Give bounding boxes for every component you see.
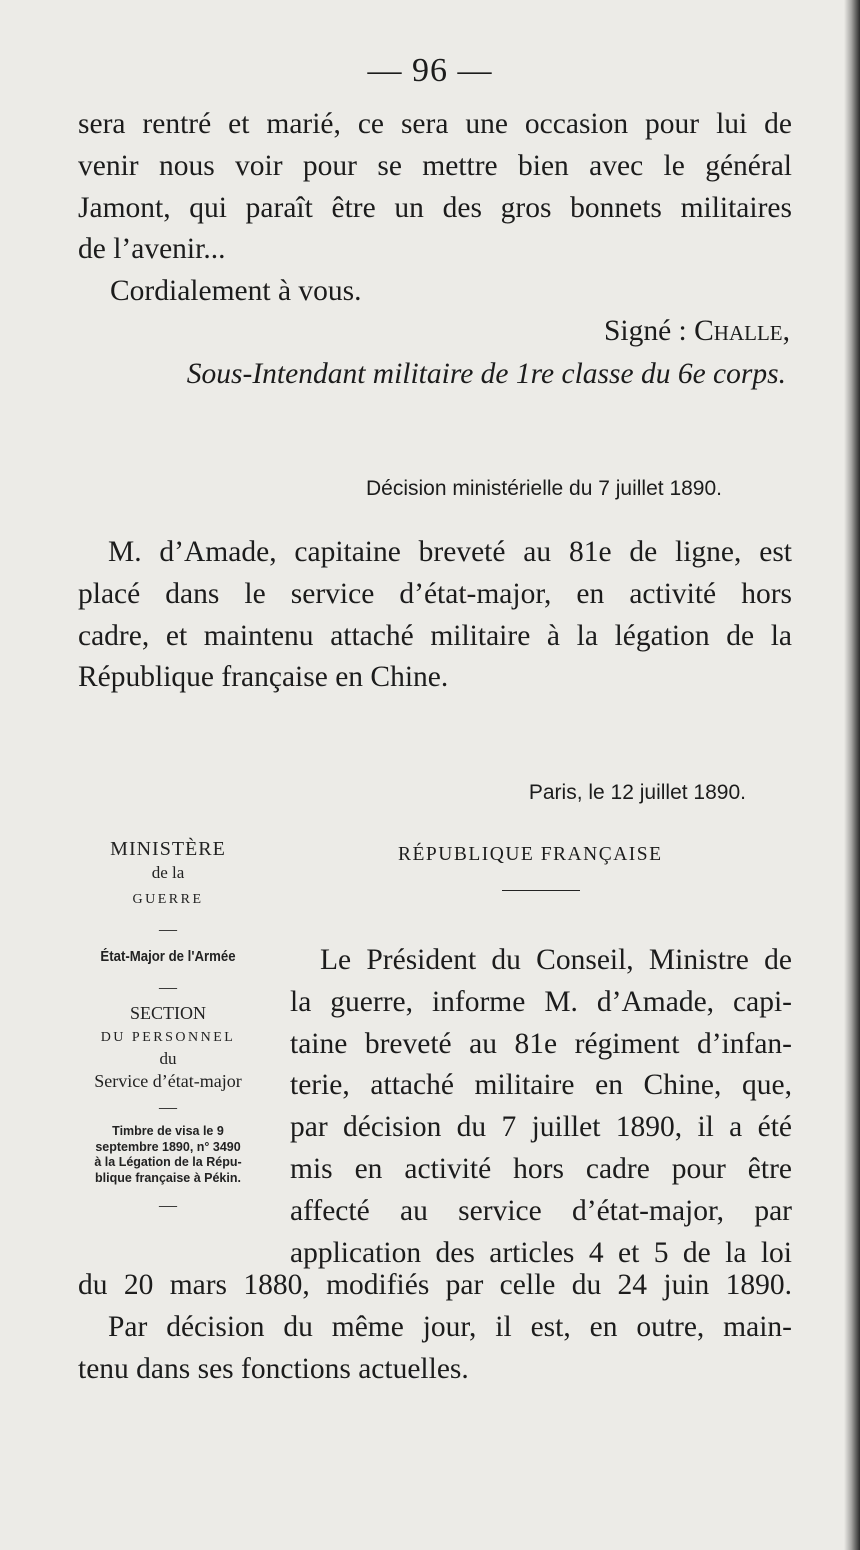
du-label: du	[159, 1049, 177, 1068]
text-line: la guerre, informe M. d’Amade, capi-	[290, 985, 792, 1018]
text-line: Jamont, qui paraît être un des gros bonnets militaires	[78, 191, 792, 224]
republic-heading: RÉPUBLIQUE FRANÇAISE	[398, 844, 663, 865]
text-line: M. d’Amade, capitaine breveté au 81e de ligne, est	[108, 536, 792, 568]
visa-line: à la Légation de la Répu-	[94, 1155, 242, 1169]
margin-dash: —	[159, 1195, 177, 1215]
text-line: par décision du 7 juillet 1890, il a été	[290, 1111, 792, 1144]
personnel-label: DU PERSONNEL	[100, 1030, 236, 1045]
text-line: République française en Chine.	[78, 661, 449, 694]
visa-line: septembre 1890, n° 3490	[95, 1139, 241, 1154]
text-line: cadre, et maintenu attaché militaire à la légation de la	[78, 619, 792, 652]
decision-paragraph	[78, 532, 792, 699]
text-line: venir nous voir pour se mettre bien avec le général	[78, 149, 792, 182]
signatory-title: Sous-Intendant militaire de 1re classe du 6e corps.	[186, 358, 786, 390]
page-edge-shadow	[844, 0, 860, 1550]
closing-line: Cordialement à vous.	[110, 275, 362, 308]
margin-heading-block	[66, 836, 270, 1216]
decision-heading: Décision ministérielle du 7 juillet 1890.	[365, 477, 722, 500]
text-line: sera rentré et marié, ce sera une occasion pour lui de	[78, 108, 792, 140]
text-line: tenu dans ses fonctions actuelles.	[78, 1352, 469, 1385]
ministry-label: MINISTÈRE	[110, 838, 226, 860]
heading-rule	[502, 890, 580, 891]
text-line: du 20 mars 1880, modifiés par celle du 24 juin 1890.	[78, 1269, 792, 1301]
margin-dash: —	[159, 977, 177, 997]
visa-line: blique française à Pékin.	[95, 1170, 241, 1185]
signature-line	[604, 310, 790, 352]
margin-dash: —	[159, 1097, 177, 1117]
place-date: Paris, le 12 juillet 1890.	[528, 781, 746, 804]
ministry-guerre: GUERRE	[132, 892, 204, 907]
ministry-de-la: de la	[151, 863, 185, 882]
text-line: mis en activité hors cadre pour être	[290, 1152, 792, 1185]
signature-prefix: Signé :	[603, 315, 695, 347]
text-line: placé dans le service d’état-major, en activité hors	[78, 577, 792, 610]
letter-full-width-lines	[78, 1265, 792, 1390]
ministerial-letter	[290, 940, 792, 1274]
margin-dash: —	[159, 919, 177, 939]
text-line: affecté au service d’état-major, par	[290, 1194, 792, 1227]
visa-line: Timbre de visa le 9	[112, 1124, 224, 1138]
page-number: — 96 —	[367, 52, 493, 89]
letter-continuation-paragraph	[78, 104, 792, 313]
visa-note	[66, 1124, 270, 1186]
text-line: de l’avenir...	[78, 233, 226, 266]
text-line: application des articles 4 et 5 de la loi	[290, 1236, 792, 1269]
text-line: Par décision du même jour, il est, en outre, main-	[108, 1310, 792, 1343]
staff-label: État-Major de l'Armée	[100, 948, 236, 965]
section-label: SECTION	[130, 1003, 206, 1023]
text-line: Le Président du Conseil, Ministre de	[320, 944, 792, 976]
text-line: terie, attaché militaire en Chine, que,	[290, 1069, 792, 1102]
signature-name: Challe,	[694, 315, 790, 347]
service-label: Service d’état-major	[94, 1071, 242, 1091]
text-line: taine breveté au 81e régiment d’infan-	[290, 1027, 792, 1060]
